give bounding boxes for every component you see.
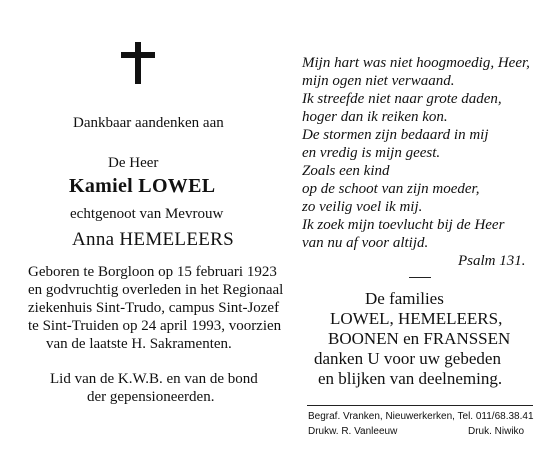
families-line: danken U voor uw gebeden [314,349,501,368]
latin-cross-icon [121,42,155,84]
families-line: De families [365,289,444,308]
biography-line: en godvruchtig overleden in het Regionaal [28,282,284,298]
poem-line: Ik streefde niet naar grote daden, [302,91,502,107]
poem-line: De stormen zijn bedaard in mij [302,127,489,143]
biography-line: ziekenhuis Sint-Trudo, campus Sint-Jozef [28,300,280,316]
poem-line: van nu af voor altijd. [302,235,429,251]
poem-line: op de schoot van zijn moeder, [302,181,480,197]
poem-line: hoger dan ik reiken kon. [302,109,448,125]
right-panel [278,0,556,452]
biography-line: te Sint-Truiden op 24 april 1993, voorzien [28,318,282,334]
poem-line: Zoals een kind [302,163,390,179]
salutation: De Heer [108,155,159,171]
divider [409,277,431,278]
spouse-prefix: echtgenoot van Mevrouw [70,206,224,222]
spouse-name: Anna HEMELEERS [72,229,234,250]
families-line: BOONEN en FRANSSEN [328,329,511,348]
biography-line: van de laatste H. Sakramenten. [46,336,232,352]
printer-divider [307,405,533,406]
biography-line: Geboren te Borgloon op 15 februari 1923 [28,264,277,280]
poem-line: Mijn hart was niet hoogmoedig, Heer, [302,55,530,71]
families-line: en blijken van deelneming. [318,369,503,388]
families-line: LOWEL, HEMELEERS, [330,309,503,328]
deceased-name: Kamiel LOWEL [69,175,216,197]
printer-info: Begraf. Vranken, Nieuwerkerken, Tel. 011/68.38.41 [308,411,534,422]
poem-source: Psalm 131. [458,253,526,269]
membership-line: Lid van de K.W.B. en van de bond [50,371,258,387]
intro-text: Dankbaar aandenken aan [73,115,224,131]
poem-line: mijn ogen niet verwaand. [302,73,455,89]
poem-line: Ik zoek mijn toevlucht bij de Heer [302,217,505,233]
poem-line: zo veilig voel ik mij. [302,199,423,215]
printer-info: Drukw. R. Vanleeuw [308,426,398,437]
printer-info: Druk. Niwiko [468,426,525,437]
membership-line: der gepensioneerden. [87,389,215,405]
poem-line: en vredig is mijn geest. [302,145,441,161]
